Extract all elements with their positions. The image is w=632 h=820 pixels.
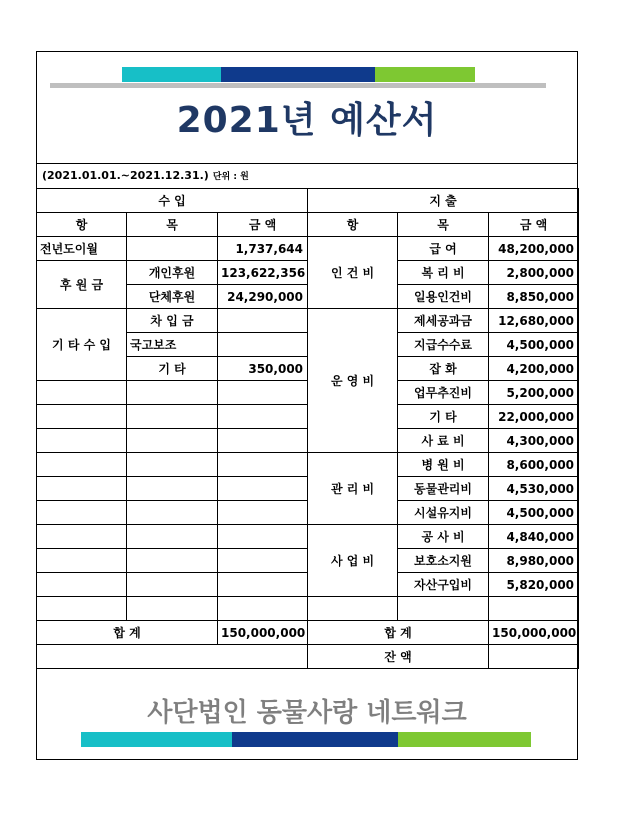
expense-mok: 급 여 — [398, 237, 489, 261]
empty-cell — [127, 477, 218, 501]
empty-cell — [218, 429, 308, 453]
empty-cell — [37, 429, 127, 453]
expense-amount: 8,850,000 — [489, 285, 579, 309]
empty-cell — [127, 549, 218, 573]
expense-mok: 보호소지원 — [398, 549, 489, 573]
balance-amount — [489, 645, 579, 669]
income-amount-prev-carry: 1,737,644 — [218, 237, 308, 261]
page-title: 2021년 예산서 — [176, 100, 438, 141]
empty-cell — [308, 597, 398, 621]
empty-cell — [37, 549, 127, 573]
empty-cell — [398, 597, 489, 621]
empty-cell — [127, 429, 218, 453]
empty-cell — [127, 405, 218, 429]
period-text: (2021.01.01.~2021.12.31.) — [42, 169, 209, 182]
totals-row — [37, 621, 579, 645]
income-amount — [218, 333, 308, 357]
empty-cell — [218, 525, 308, 549]
expense-amount: 12,680,000 — [489, 309, 579, 333]
expense-mok: 잡 화 — [398, 357, 489, 381]
empty-cell — [37, 573, 127, 597]
top-bar-navy — [221, 67, 375, 82]
expense-hang-personnel: 인 건 비 — [308, 237, 398, 309]
expense-mok: 공 사 비 — [398, 525, 489, 549]
expense-total-amount: 150,000,000 — [489, 621, 579, 645]
empty-cell — [37, 645, 308, 669]
top-bar-teal — [122, 67, 221, 82]
empty-cell — [218, 501, 308, 525]
table-row — [37, 237, 579, 261]
empty-cell — [37, 477, 127, 501]
empty-cell — [127, 573, 218, 597]
empty-cell — [127, 453, 218, 477]
column-header-row — [37, 213, 579, 237]
empty-cell — [218, 453, 308, 477]
empty-cell — [37, 501, 127, 525]
income-mok: 기 타 — [127, 357, 218, 381]
expense-mok: 복 리 비 — [398, 261, 489, 285]
expense-hang-business: 사 업 비 — [308, 525, 398, 597]
unit-text: 단위 : 원 — [212, 172, 249, 182]
empty-cell — [127, 501, 218, 525]
income-header: 수 입 — [37, 189, 308, 213]
organization-name: 사단법인 동물사랑 네트워크 — [147, 698, 467, 728]
empty-cell — [127, 381, 218, 405]
expense-hang-operation: 운 영 비 — [308, 309, 398, 453]
table-row — [37, 453, 579, 477]
income-amount: 350,000 — [218, 357, 308, 381]
expense-hang-header: 항 — [308, 213, 398, 237]
income-mok: 국고보조 — [127, 333, 218, 357]
expense-mok: 업무추진비 — [398, 381, 489, 405]
expense-amount: 4,500,000 — [489, 333, 579, 357]
empty-cell — [489, 597, 579, 621]
income-mok: 단체후원 — [127, 285, 218, 309]
income-mok: 개인후원 — [127, 261, 218, 285]
expense-amount: 4,200,000 — [489, 357, 579, 381]
income-amount: 24,290,000 — [218, 285, 308, 309]
empty-cell — [127, 597, 218, 621]
income-amount: 123,622,356 — [218, 261, 308, 285]
expense-amount: 2,800,000 — [489, 261, 579, 285]
empty-cell — [218, 405, 308, 429]
income-total-amount: 150,000,000 — [218, 621, 308, 645]
table-row — [37, 597, 579, 621]
empty-cell — [37, 597, 127, 621]
expense-amount-header: 금 액 — [489, 213, 579, 237]
expense-mok: 일용인건비 — [398, 285, 489, 309]
empty-cell — [37, 381, 127, 405]
expense-mok: 동물관리비 — [398, 477, 489, 501]
expense-amount: 4,530,000 — [489, 477, 579, 501]
empty-cell — [218, 381, 308, 405]
income-hang-donation: 후 원 금 — [37, 261, 127, 309]
empty-cell — [37, 453, 127, 477]
section-header-row — [37, 189, 579, 213]
bottom-bar-teal — [81, 732, 232, 747]
expense-amount: 22,000,000 — [489, 405, 579, 429]
income-amount-header: 금 액 — [218, 213, 308, 237]
income-total-label: 합 계 — [37, 621, 218, 645]
expense-mok: 기 타 — [398, 405, 489, 429]
expense-mok: 자산구입비 — [398, 573, 489, 597]
income-hang-prev-carry: 전년도이월 — [37, 237, 127, 261]
top-bar-green — [375, 67, 475, 82]
expense-mok-header: 목 — [398, 213, 489, 237]
budget-period — [42, 169, 249, 182]
table-row — [37, 525, 579, 549]
expense-amount: 4,300,000 — [489, 429, 579, 453]
empty-cell — [127, 525, 218, 549]
balance-row — [37, 645, 579, 669]
empty-cell — [218, 477, 308, 501]
empty-cell — [218, 573, 308, 597]
income-mok: 차 입 금 — [127, 309, 218, 333]
empty-cell — [37, 525, 127, 549]
expense-mok: 지급수수료 — [398, 333, 489, 357]
expense-amount: 48,200,000 — [489, 237, 579, 261]
expense-amount: 8,600,000 — [489, 453, 579, 477]
expense-amount: 5,200,000 — [489, 381, 579, 405]
empty-cell — [218, 597, 308, 621]
expense-amount: 8,980,000 — [489, 549, 579, 573]
bottom-bar-green — [398, 732, 531, 747]
top-gray-rule — [50, 83, 546, 88]
budget-table — [36, 188, 579, 669]
expense-header: 지 출 — [308, 189, 579, 213]
bottom-bar-navy — [232, 732, 398, 747]
expense-amount: 4,840,000 — [489, 525, 579, 549]
title-divider — [37, 163, 578, 164]
expense-amount: 4,500,000 — [489, 501, 579, 525]
expense-mok: 사 료 비 — [398, 429, 489, 453]
empty-cell — [37, 405, 127, 429]
income-amount — [218, 309, 308, 333]
expense-amount: 5,820,000 — [489, 573, 579, 597]
expense-mok: 시설유지비 — [398, 501, 489, 525]
empty-cell — [218, 549, 308, 573]
expense-mok: 병 원 비 — [398, 453, 489, 477]
balance-label: 잔 액 — [308, 645, 489, 669]
table-row — [37, 309, 579, 333]
expense-total-label: 합 계 — [308, 621, 489, 645]
income-mok-empty — [127, 237, 218, 261]
income-mok-header: 목 — [127, 213, 218, 237]
expense-mok: 제세공과금 — [398, 309, 489, 333]
expense-hang-management: 관 리 비 — [308, 453, 398, 525]
income-hang-header: 항 — [37, 213, 127, 237]
income-hang-other: 기 타 수 입 — [37, 309, 127, 381]
